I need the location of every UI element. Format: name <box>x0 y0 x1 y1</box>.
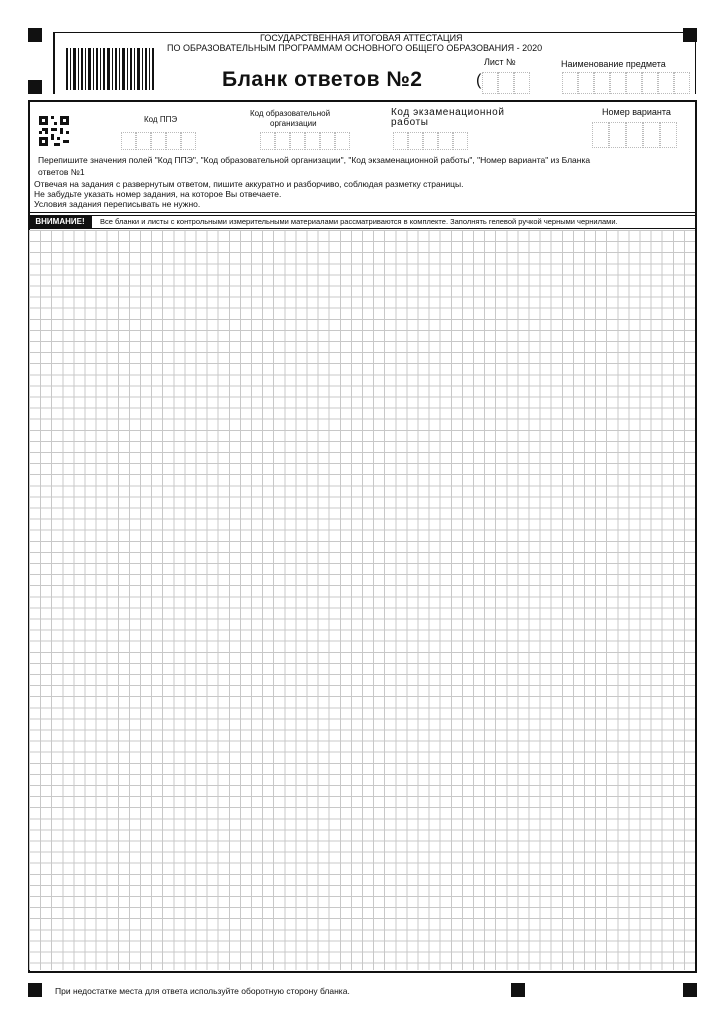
sheet-number-cell[interactable] <box>482 72 498 94</box>
registration-marker-bottom-middle <box>511 983 525 997</box>
instruction-rewrite-line1: Перепишите значения полей "Код ППЭ", "Код образовательной организации", "Код экзаменационной работы", "Номер варианта" из Бланка <box>38 155 591 165</box>
ppe-code-label: Код ППЭ <box>144 115 178 124</box>
divider-line <box>28 212 697 213</box>
org-code-cell[interactable] <box>290 132 305 150</box>
exam-code-cell[interactable] <box>453 132 468 150</box>
registration-marker-bottom-right <box>683 983 697 997</box>
barcode <box>66 48 156 90</box>
exam-code-label-line2: работы <box>391 117 429 128</box>
subject-name-cell[interactable] <box>578 72 594 94</box>
sheet-number-label: Лист № <box>484 57 516 67</box>
org-code-cell[interactable] <box>335 132 350 150</box>
form-title: Бланк ответов №2 <box>222 68 423 91</box>
org-code-cell[interactable] <box>305 132 320 150</box>
ppe-code-cell[interactable] <box>166 132 181 150</box>
org-code-cell[interactable] <box>275 132 290 150</box>
ppe-code-cell[interactable] <box>136 132 151 150</box>
org-code-cell[interactable] <box>260 132 275 150</box>
subject-name-cell[interactable] <box>626 72 642 94</box>
variant-number-cell[interactable] <box>592 122 609 148</box>
title-box-glyph: ( <box>476 72 482 89</box>
registration-marker-mid-left <box>28 80 42 94</box>
subject-name-cell[interactable] <box>658 72 674 94</box>
subject-name-cell[interactable] <box>674 72 690 94</box>
subject-name-label: Наименование предмета <box>561 59 666 69</box>
footer-note: При недостатке места для ответа используйте оборотную сторону бланка. <box>55 986 350 996</box>
sheet-number-cell[interactable] <box>514 72 530 94</box>
registration-marker-top-left <box>28 28 42 42</box>
exam-code-cell[interactable] <box>408 132 423 150</box>
variant-number-cell[interactable] <box>626 122 643 148</box>
subject-name-cell[interactable] <box>610 72 626 94</box>
sheet-number-cell[interactable] <box>498 72 514 94</box>
subject-name-cell[interactable] <box>642 72 658 94</box>
ppe-code-cell[interactable] <box>121 132 136 150</box>
attention-text: Все бланки и листы с контрольными измерительными материалами рассматриваются в комплекте. Заполнять гелевой ручкой черными чернилами. <box>100 217 618 226</box>
exam-title-line1: ГОСУДАРСТВЕННАЯ ИТОГОВАЯ АТТЕСТАЦИЯ <box>260 33 463 43</box>
attention-bar <box>28 215 697 229</box>
variant-number-cell[interactable] <box>609 122 626 148</box>
instruction-no-rewrite: Условия задания переписывать не нужно. <box>34 199 201 209</box>
subject-name-cell[interactable] <box>594 72 610 94</box>
instruction-task-number: Не забудьте указать номер задания, на которое Вы отвечаете. <box>34 189 282 199</box>
variant-number-label: Номер варианта <box>602 107 671 117</box>
qr-code <box>39 116 69 146</box>
variant-number-cell[interactable] <box>660 122 677 148</box>
exam-code-label-line1: Код экзаменационной <box>391 107 505 118</box>
registration-marker-bottom-left <box>28 983 42 997</box>
org-code-label-line2: организации <box>270 119 317 128</box>
exam-code-cell[interactable] <box>438 132 453 150</box>
org-code-cell[interactable] <box>320 132 335 150</box>
variant-number-cell[interactable] <box>643 122 660 148</box>
exam-code-cell[interactable] <box>393 132 408 150</box>
exam-code-cell[interactable] <box>423 132 438 150</box>
instruction-rewrite-line2: ответов №1 <box>38 167 85 177</box>
ppe-code-cell[interactable] <box>181 132 196 150</box>
answer-grid[interactable] <box>29 230 695 970</box>
exam-title-line2: ПО ОБРАЗОВАТЕЛЬНЫМ ПРОГРАММАМ ОСНОВНОГО ОБЩЕГО ОБРАЗОВАНИЯ - 2020 <box>167 43 543 53</box>
subject-name-cell[interactable] <box>562 72 578 94</box>
org-code-label-line1: Код образовательной <box>250 109 331 118</box>
attention-label: ВНИМАНИЕ! <box>28 216 92 228</box>
instruction-neat-writing: Отвечая на задания с развернутым ответом, пишите аккуратно и разборчиво, соблюдая разметку страницы. <box>34 179 464 189</box>
ppe-code-cell[interactable] <box>151 132 166 150</box>
